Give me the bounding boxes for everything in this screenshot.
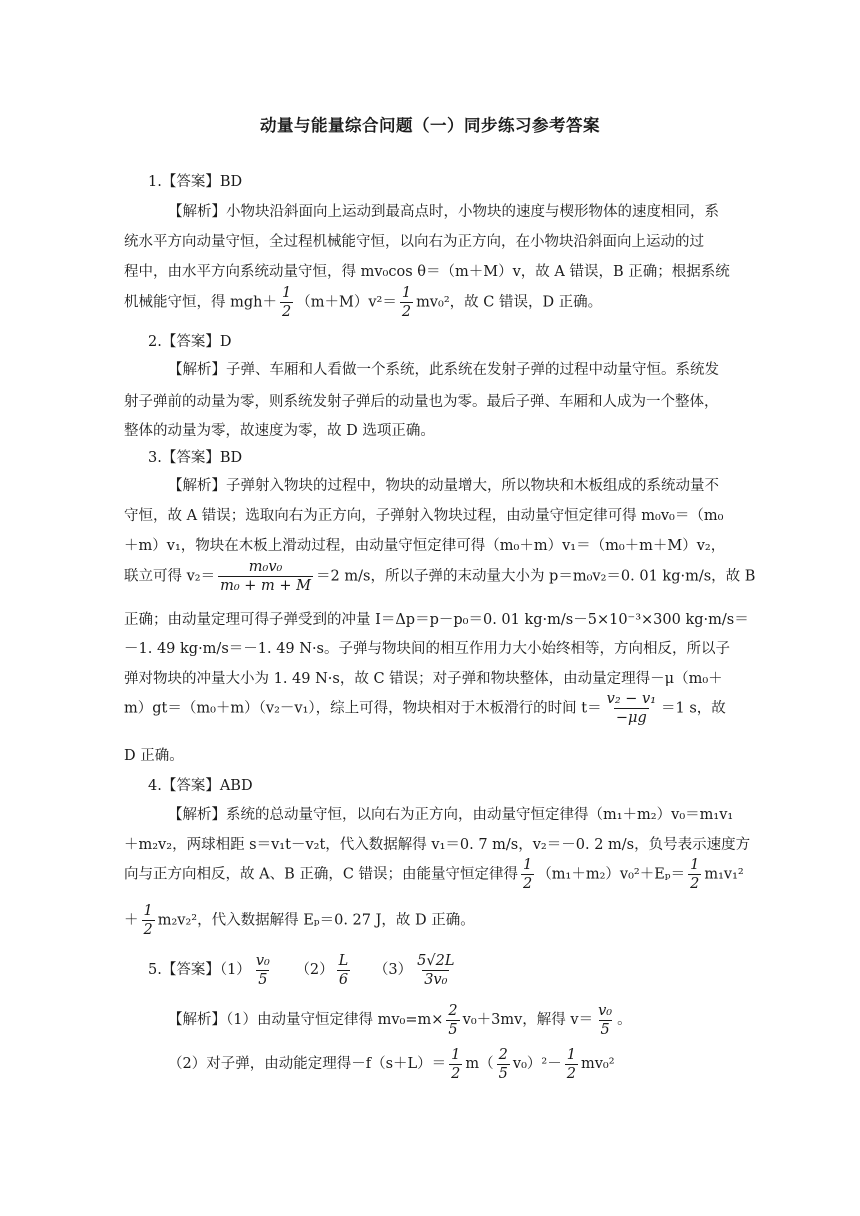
- q5-a-fraction-1: [446, 1002, 459, 1039]
- fraction-denominator: 5: [600, 1021, 610, 1038]
- q3-line-b: 守恒，故 A 错误；选取向右为正方向，子弹射入物块过程，由动量守恒定律可得 m₀v₀＝（m₀: [124, 508, 724, 524]
- fraction-numerator: 2: [448, 1002, 458, 1019]
- fraction-numerator: m₀v₀: [248, 559, 283, 575]
- q4-answer: 4.【答案】ABD: [148, 778, 253, 794]
- q3-line-e: 正确；由动量定理可得子弹受到的冲量 I＝Δp＝p－p₀＝0. 01 kg·m/s－5×10⁻³×300 kg·m/s＝: [124, 612, 749, 628]
- fraction-denominator: 3v₀: [424, 971, 448, 988]
- q1-fraction-2: [400, 284, 413, 321]
- q1-line-d: [124, 284, 602, 321]
- q5-b-fraction-3: [565, 1046, 578, 1083]
- fraction-denominator: 5: [258, 971, 268, 988]
- fraction-numerator: v₀: [598, 1002, 613, 1019]
- q5-b-mid1: m（: [465, 1056, 494, 1072]
- fraction-numerator: 1: [143, 903, 153, 919]
- q1-fraction-1: [280, 284, 293, 321]
- q3-line-c: ＋m）v₁，物块在木板上滑动过程，由动量守恒定律可得（m₀＋m）v₁＝（m₀＋m＋M）v₂，: [124, 538, 726, 554]
- fraction-numerator: v₂ − v₁: [606, 691, 657, 707]
- fraction-denominator: 2: [523, 876, 533, 892]
- q5-b-post: mv₀²: [580, 1056, 615, 1072]
- fraction-numerator: 1: [451, 1046, 461, 1063]
- q4-line-a: 【解析】系统的总动量守恒，以向右为正方向，由动量守恒定律得（m₁＋m₂）v₀＝m₁v₁: [168, 807, 734, 823]
- q3-d-post: ＝2 m/s，所以子弹的末动量大小为 p＝m₀v₂＝0. 01 kg·m/s，故 B: [316, 568, 756, 585]
- fraction-denominator: 2: [281, 304, 292, 320]
- q3-line-f: －1. 49 kg·m/s＝－1. 49 N·s。子弹与物块间的相互作用力大小始终相等，方向相反，所以子: [124, 641, 730, 657]
- q4-line-c: [124, 856, 744, 893]
- q3-h-pre: m）gt＝（m₀＋m）（v₂－v₁），综上可得，物块相对于木板滑行的时间 t＝: [124, 700, 602, 717]
- q4-c-mid: （m₁＋m₂）v₀²＋Eₚ＝: [537, 866, 686, 883]
- q2-line-c: 整体的动量为零，故速度为零，故 D 选项正确。: [124, 423, 435, 439]
- q1-line-b: 统水平方向动量守恒，全过程机械能守恒，以向右为正方向，在小物块沿斜面向上运动的过: [124, 234, 704, 250]
- page-title: 动量与能量综合问题（一）同步练习参考答案: [260, 116, 600, 135]
- fraction-numerator: 1: [281, 285, 292, 301]
- q5-answer-2: [337, 952, 351, 989]
- fraction-denominator: 5: [498, 1065, 508, 1082]
- q1-line-a: 【解析】小物块沿斜面向上运动到最高点时，小物块的速度与楔形物体的速度相同，系: [168, 204, 719, 220]
- fraction-denominator: 2: [566, 1065, 576, 1082]
- q5-ans3-pre: （3）: [373, 962, 413, 978]
- q5-a-fraction-2: [596, 1002, 614, 1039]
- q5-b-mid2: v₀）²－: [512, 1056, 562, 1072]
- q3-line-g: 弹对物块的冲量大小为 1. 49 N·s，故 C 错误；对子弹和物块整体，由动量定理得－μ（m₀＋: [124, 671, 723, 687]
- q3-line-h: [124, 690, 726, 727]
- q4-fraction-2: [688, 856, 701, 893]
- q4-fraction-3: [142, 902, 155, 939]
- q3-d-pre: 联立可得 v₂＝: [124, 568, 216, 585]
- fraction-numerator: 1: [401, 285, 412, 301]
- q5-ans-pre: 5.【答案】（1）: [148, 962, 251, 978]
- fraction-numerator: 5√2L: [417, 952, 455, 969]
- q3-h-post: ＝1 s，故: [661, 700, 726, 717]
- fraction-denominator: −μg: [615, 710, 647, 726]
- q1-d-mid: （m＋M）v²＝: [296, 294, 397, 311]
- q4-fraction-1: [521, 856, 534, 893]
- q1-answer: 1.【答案】BD: [148, 174, 243, 190]
- fraction-numerator: L: [338, 952, 349, 969]
- q1-d-pre: 机械能守恒，得 mgh＋: [124, 294, 277, 311]
- fraction-numerator: 1: [690, 857, 700, 873]
- fraction-denominator: 5: [448, 1021, 458, 1038]
- q5-ans2-pre: （2）: [295, 962, 334, 978]
- q5-line-b: [168, 1044, 615, 1084]
- q5-line-a: [168, 1000, 632, 1040]
- fraction-numerator: 1: [566, 1046, 576, 1063]
- q5-answer-1: [254, 952, 272, 989]
- q5-b-fraction-1: [449, 1046, 462, 1083]
- q5-b-pre: （2）对子弹，由动能定理得－f（s＋L）＝: [168, 1056, 447, 1072]
- q3-fraction-t: [605, 690, 658, 727]
- q5-b-fraction-2: [497, 1046, 510, 1083]
- fraction-denominator: m₀ + m + M: [220, 578, 312, 594]
- q3-line-d: [124, 558, 755, 595]
- q4-d-post: m₂v₂²，代入数据解得 Eₚ＝0. 27 J，故 D 正确。: [157, 912, 475, 929]
- fraction-numerator: 1: [523, 857, 533, 873]
- q4-c-post: m₁v₁²: [704, 866, 744, 883]
- q1-line-c: 程中，由水平方向系统动量守恒，得 mv₀cos θ＝（m＋M）v，故 A 错误，B 正确；根据系统: [124, 264, 730, 280]
- q4-c-pre: 向与正方向相反，故 A、B 正确，C 错误；由能量守恒定律得: [124, 866, 519, 883]
- fraction-numerator: v₀: [255, 952, 270, 969]
- q3-line-a: 【解析】子弹射入物块的过程中，物块的动量增大，所以物块和木板组成的系统动量不: [168, 478, 719, 494]
- q2-answer: 2.【答案】D: [148, 334, 232, 350]
- q5-a-pre: 【解析】（1）由动量守恒定律得 mv₀=m×: [168, 1012, 444, 1028]
- q4-line-d: [124, 902, 475, 939]
- q4-d-pre: ＋: [124, 912, 139, 929]
- q1-d-post: mv₀²，故 C 错误，D 正确。: [416, 294, 603, 311]
- fraction-denominator: 2: [451, 1065, 461, 1082]
- q5-answer-3: [415, 952, 456, 989]
- q3-fraction-v2: [218, 558, 313, 595]
- fraction-denominator: 6: [338, 971, 349, 988]
- fraction-denominator: 2: [143, 922, 153, 938]
- fraction-numerator: 2: [498, 1046, 508, 1063]
- q5-a-post: 。: [617, 1012, 632, 1028]
- q2-line-b: 射子弹前的动量为零，则系统发射子弹后的动量也为零。最后子弹、车厢和人成为一个整体，: [124, 394, 719, 410]
- q3-line-i: D 正确。: [124, 748, 184, 764]
- q4-line-b: ＋m₂v₂，两球相距 s＝v₁t－v₂t，代入数据解得 v₁＝0. 7 m/s，v₂＝－0. 2 m/s，负号表示速度方: [124, 837, 751, 853]
- fraction-denominator: 2: [690, 876, 700, 892]
- q5-answer: [148, 950, 459, 990]
- fraction-denominator: 2: [401, 304, 412, 320]
- q3-answer: 3.【答案】BD: [148, 450, 243, 466]
- q2-line-a: 【解析】子弹、车厢和人看做一个系统，此系统在发射子弹的过程中动量守恒。系统发: [168, 362, 719, 378]
- q5-a-mid: v₀＋3mv，解得 v＝: [462, 1012, 594, 1028]
